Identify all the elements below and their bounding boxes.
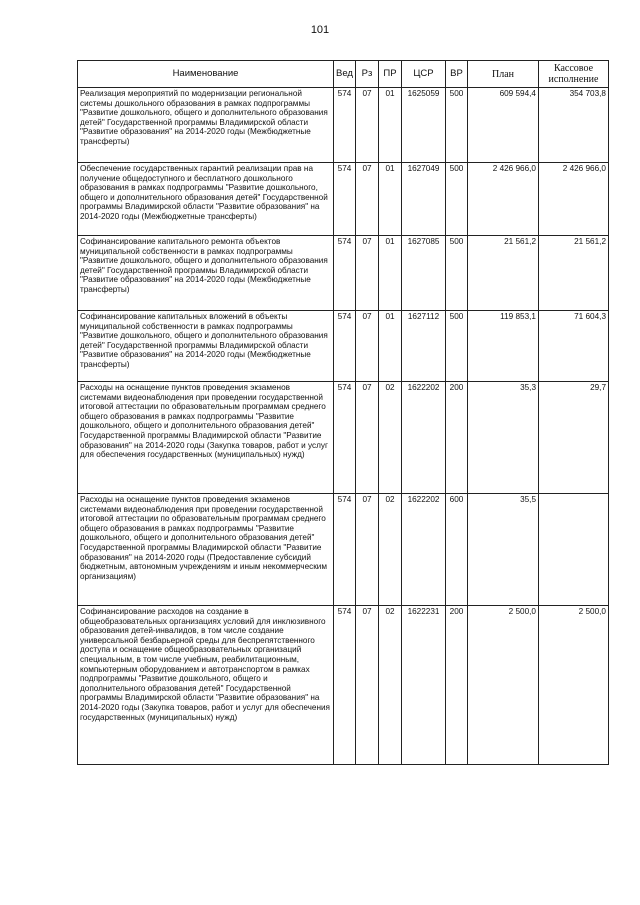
header-rz: Рз	[356, 61, 379, 88]
row-csr: 1622202	[402, 494, 446, 606]
row-rz: 07	[356, 494, 379, 606]
header-ved: Вед	[334, 61, 356, 88]
row-vr: 500	[446, 311, 468, 382]
row-kass: 29,7	[539, 382, 609, 494]
row-plan: 35,5	[468, 494, 539, 606]
row-pr: 02	[379, 382, 402, 494]
table-row	[78, 88, 609, 163]
row-plan: 2 500,0	[468, 606, 539, 765]
row-name: Реализация мероприятий по модернизации региональной системы дошкольного образования в рамках подпрограммы "Развитие дошкольного, общего и дополнительного образования детей" Государственной программы Владимирской области "Развитие образования" на 2014-2020 годы (Межбюджетные трансферты)	[78, 88, 334, 163]
row-name: Обеспечение государственных гарантий реализации прав на получение общедоступного и бесплатного дошкольного образования в рамках подпрограммы "Развитие дошкольного, общего и дополнительного образования детей" Государственной программы Владимирской области "Развитие образования" на 2014-2020 годы (Межбюджетные трансферты)	[78, 163, 334, 236]
row-vr: 200	[446, 382, 468, 494]
row-plan: 2 426 966,0	[468, 163, 539, 236]
page-number: 101	[310, 24, 330, 36]
row-pr: 02	[379, 494, 402, 606]
row-name: Расходы на оснащение пунктов проведения экзаменов системами видеонаблюдения при проведении государственной итоговой аттестации по образовательным программам среднего общего образования в рамках подпрограммы "Развитие дошкольного, общего и дополнительного образования детей" Государственной программы Владимирской области "Развитие образования" на 2014-2020 годы (Закупка товаров, работ и услуг для обеспечения государственных (муниципальных) нужд)	[78, 382, 334, 494]
header-name: Наименование	[78, 61, 334, 88]
row-plan: 119 853,1	[468, 311, 539, 382]
row-name: Софинансирование капитального ремонта объектов муниципальной собственности в рамках подпрограммы "Развитие дошкольного, общего и дополнительного образования детей" Государственной программы Владимирской области "Развитие образования" на 2014-2020 годы (Межбюджетные трансферты)	[78, 236, 334, 311]
row-vr: 500	[446, 163, 468, 236]
row-plan: 21 561,2	[468, 236, 539, 311]
row-kass	[539, 494, 609, 606]
row-csr: 1625059	[402, 88, 446, 163]
row-ved: 574	[334, 163, 356, 236]
row-rz: 07	[356, 606, 379, 765]
row-ved: 574	[334, 382, 356, 494]
row-csr: 1622231	[402, 606, 446, 765]
row-kass: 2 426 966,0	[539, 163, 609, 236]
row-pr: 01	[379, 88, 402, 163]
row-kass: 71 604,3	[539, 311, 609, 382]
table-row	[78, 606, 609, 765]
row-rz: 07	[356, 236, 379, 311]
row-vr: 500	[446, 236, 468, 311]
row-csr: 1627112	[402, 311, 446, 382]
row-rz: 07	[356, 311, 379, 382]
row-pr: 02	[379, 606, 402, 765]
row-pr: 01	[379, 236, 402, 311]
header-kass: Кассовое исполнение	[539, 61, 609, 88]
row-name: Софинансирование капитальных вложений в объекты муниципальной собственности в рамках подпрограммы "Развитие дошкольного, общего и дополнительного образования детей" Государственной программы Владимирской области "Развитие образования" на 2014-2020 годы (Межбюджетные трансферты)	[78, 311, 334, 382]
row-csr: 1627085	[402, 236, 446, 311]
header-csr: ЦСР	[402, 61, 446, 88]
row-csr: 1622202	[402, 382, 446, 494]
row-ved: 574	[334, 494, 356, 606]
row-vr: 600	[446, 494, 468, 606]
table-row	[78, 236, 609, 311]
row-pr: 01	[379, 311, 402, 382]
row-ved: 574	[334, 606, 356, 765]
table-header-row	[78, 61, 609, 88]
table-row	[78, 382, 609, 494]
row-kass: 2 500,0	[539, 606, 609, 765]
row-name: Расходы на оснащение пунктов проведения экзаменов системами видеонаблюдения при проведении государственной итоговой аттестации по образовательным программам среднего общего образования в рамках подпрограммы "Развитие дошкольного, общего и дополнительного образования детей" Государственной программы Владимирской области "Развитие образования" на 2014-2020 годы (Предоставление субсидий бюджетным, автономным учреждениям и иным некоммерческим организациям)	[78, 494, 334, 606]
row-ved: 574	[334, 311, 356, 382]
row-vr: 500	[446, 88, 468, 163]
row-csr: 1627049	[402, 163, 446, 236]
table-row	[78, 494, 609, 606]
header-vr: ВР	[446, 61, 468, 88]
row-name: Софинансирование расходов на создание в общеобразовательных организациях условий для инклюзивного образования детей-инвалидов, в том числе создание универсальной безбарьерной среды для беспрепятственного доступа и оснащение общеобразовательных организаций специальным, в том числе учебным, реабилитационным, компьютерным оборудованием и автотранспортом в рамках подпрограммы "Развитие дошкольного, общего и дополнительного образования детей" Государственной программы Владимирской области "Развитие образования" на 2014-2020 годы (Закупка товаров, работ и услуг для обеспечения государственных (муниципальных) нужд)	[78, 606, 334, 765]
row-vr: 200	[446, 606, 468, 765]
row-pr: 01	[379, 163, 402, 236]
budget-table	[77, 60, 609, 765]
table-row	[78, 311, 609, 382]
row-kass: 354 703,8	[539, 88, 609, 163]
row-ved: 574	[334, 236, 356, 311]
row-rz: 07	[356, 88, 379, 163]
row-plan: 35,3	[468, 382, 539, 494]
row-kass: 21 561,2	[539, 236, 609, 311]
row-ved: 574	[334, 88, 356, 163]
row-rz: 07	[356, 382, 379, 494]
header-plan: План	[468, 61, 539, 88]
row-plan: 609 594,4	[468, 88, 539, 163]
header-pr: ПР	[379, 61, 402, 88]
table-row	[78, 163, 609, 236]
row-rz: 07	[356, 163, 379, 236]
